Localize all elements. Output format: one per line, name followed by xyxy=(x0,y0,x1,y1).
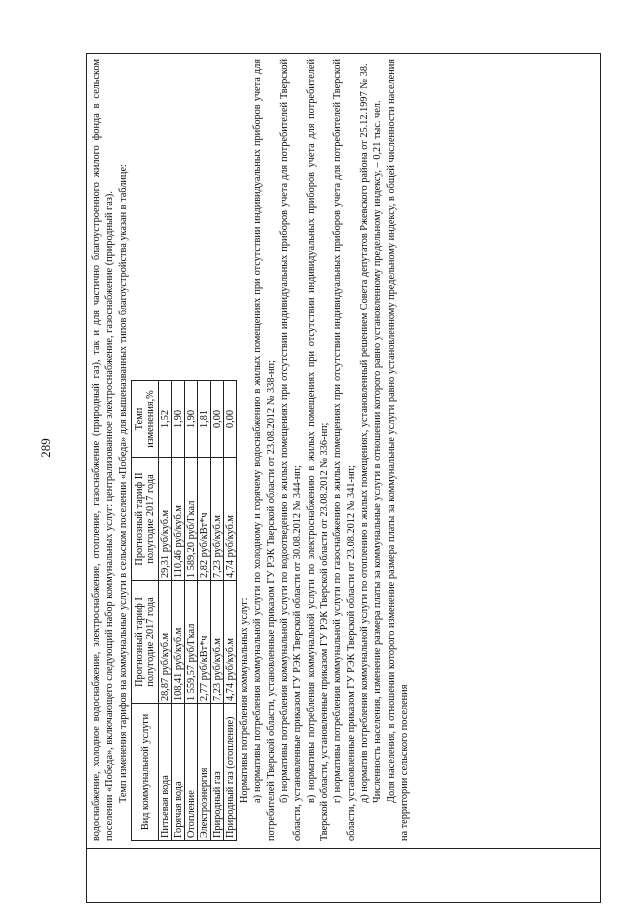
cell-rate: 1,90 xyxy=(172,381,185,458)
tariff-table xyxy=(131,380,237,841)
cell-service: Горячая вода xyxy=(172,704,185,841)
norm-item-a: а) нормативы потребления коммунальной услуги по холодному и горячему водоснабжению в жилых помещениях при отсутствии индивидуальных приборов учета для потребителей Тверской области, установленные приказом ГУ РЭК Тверской области от 23.08.2012 № 338-нп; xyxy=(252,59,277,841)
cell-tariff-h2: 110,46 руб/куб.м xyxy=(172,458,185,581)
norm-item-c: в) нормативы потребления коммунальной услуги по электроснабжению в жилых помещениях при отсутствии индивидуальных приборов учета для потребителей Тверской области, установленные приказом ГУ РЭК Тверской области от 23.08.2012 № 336-нп; xyxy=(305,59,331,841)
cell-tariff-h1: 1 559,57 руб/Гкал xyxy=(185,581,198,704)
cell-tariff-h1: 7,23 руб/куб.м xyxy=(211,581,224,704)
norm-item-e: д) норматив потребления коммунальной услуги по отоплению в жилых помещениях, установленный решением Совета депутатов Ржевского района от 25.12.1997 № 38. xyxy=(359,63,371,803)
cell-rate: 0,00 xyxy=(224,381,237,458)
header-service: Вид коммунальной услуги xyxy=(132,704,159,841)
cell-tariff-h1: 2,77 руб/кВт*ч xyxy=(198,581,211,704)
cell-tariff-h2: 4,74 руб/куб.м xyxy=(224,458,237,581)
table-row xyxy=(224,381,237,841)
cell-tariff-h2: 2,82 руб/кВт*ч xyxy=(198,458,211,581)
table-row xyxy=(185,381,198,841)
cell-tariff-h1: 28,87 руб/куб.м xyxy=(159,581,172,704)
table-intro: Темп изменения тарифов на коммунальные услуги в сельском поселении «Победа» для вышеназванных типов благоустройства указан в таблице: xyxy=(117,164,129,803)
cell-rate: 0,00 xyxy=(211,381,224,458)
cell-service: Питьевая вода xyxy=(159,704,172,841)
table-row xyxy=(211,381,224,841)
norm-item-d: г) нормативы потребления коммунальной услуги по газоснабжению в жилых помещениях при отсутствии индивидуальных приборов учета для потребителей Тверской области, установленные приказом ГУ РЭК Тверской области от 23.08.2012 № 341-нп; xyxy=(332,59,357,841)
cell-tariff-h1: 108,41 руб/куб.м xyxy=(172,581,185,704)
cell-tariff-h2: 29,31 руб/куб.м xyxy=(159,458,172,581)
cell-tariff-h1: 4,74 руб/куб.м xyxy=(224,581,237,704)
header-tariff-h1: Прогнозный тариф I полугодие 2017 года xyxy=(132,581,159,704)
intro-paragraph: водоснабжение, холодное водоснабжение, электроснабжение, отопление, газоснабжение (природный газ), так и для частично благоустроенного жилого фонда в сельском поселении «Победа», включающего следующий набор коммунальных услуг: централизованное электроснабжение, газоснабжение (природный газ). xyxy=(91,59,116,841)
cell-rate: 1,52 xyxy=(159,381,172,458)
table-row xyxy=(198,381,211,841)
tariff-table-header xyxy=(132,381,159,841)
cell-service: Электроэнергия xyxy=(198,704,211,841)
table-row xyxy=(172,381,185,841)
norms-heading: Нормативы потребления коммунальных услуг: xyxy=(239,597,251,803)
page-number: 289 xyxy=(38,438,53,458)
table-row xyxy=(159,381,172,841)
cell-service: Природный газ (отопление) xyxy=(224,704,237,841)
cell-tariff-h2: 7,23 руб/куб.м xyxy=(211,458,224,581)
frame-divider xyxy=(87,848,600,849)
rotated-content xyxy=(88,53,599,847)
cell-service: Отопление xyxy=(185,704,198,841)
share-paragraph: Доля населения, в отношении которого изменение размера платы за коммунальные услуги равно установленному предельному индексу, в общей численности населения на территории сельского поселения xyxy=(385,59,411,841)
header-rate: Темп изменения,% xyxy=(132,381,159,458)
cell-rate: 1,90 xyxy=(185,381,198,458)
population-paragraph: Численность населения, изменение размера платы за коммунальные услуги в отношении которого равно установленному предельному индексу, – 0,21 тыс. чел. xyxy=(372,100,384,803)
header-tariff-h2: Прогнозный тариф II полугодие 2017 года xyxy=(132,458,159,581)
cell-tariff-h2: 1 589,20 руб/Гкал xyxy=(185,458,198,581)
norm-item-b: б) нормативы потребления коммунальной услуги по водоотведению в жилых помещениях при отсутствии индивидуальных приборов учета для потребителей Тверской области, установленные приказом ГУ РЭК Тверской области от 30.08.2012 № 344-нп; xyxy=(279,59,304,841)
cell-rate: 1,81 xyxy=(198,381,211,458)
cell-service: Природный газ xyxy=(211,704,224,841)
